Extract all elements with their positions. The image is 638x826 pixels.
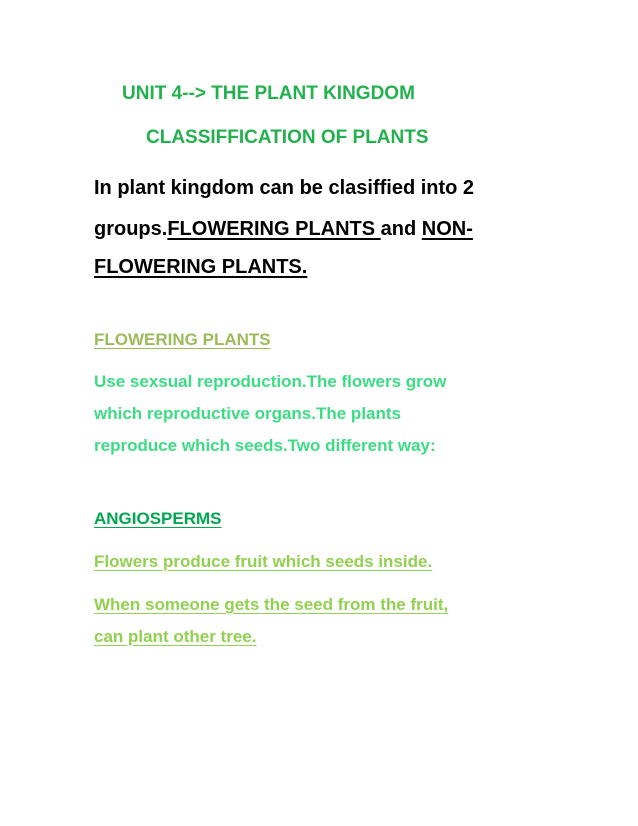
classification-subtitle: CLASSIFFICATION OF PLANTS [146, 127, 429, 148]
intro-line-1: In plant kingdom can be clasiffied into 2 [94, 177, 475, 199]
angiosperms-heading: ANGIOSPERMS [94, 509, 222, 528]
and-word: and [380, 218, 422, 240]
flowering-line-1: Use sexsual reproduction.The flowers grow [94, 372, 447, 391]
intro-line-2 [94, 218, 473, 241]
intro-line-3: FLOWERING PLANTS. [94, 256, 308, 278]
flowering-plants-heading: FLOWERING PLANTS [94, 330, 271, 349]
angiosperms-line-3: can plant other tree. [94, 627, 257, 646]
angiosperms-line-2: When someone gets the seed from the fruit, [94, 595, 449, 614]
flowering-line-3: reproduce which seeds.Two different way: [94, 436, 436, 455]
flowering-line-2: which reproductive organs.The plants [94, 404, 401, 423]
unit-title: UNIT 4--> THE PLANT KINGDOM [122, 83, 415, 104]
angiosperms-line-1: Flowers produce fruit which seeds inside. [94, 552, 433, 571]
intro-line-2-prefix: groups. [94, 218, 168, 240]
flowering-plants-underlined: FLOWERING PLANTS [167, 218, 381, 240]
non-prefix-underlined: NON- [421, 218, 473, 240]
